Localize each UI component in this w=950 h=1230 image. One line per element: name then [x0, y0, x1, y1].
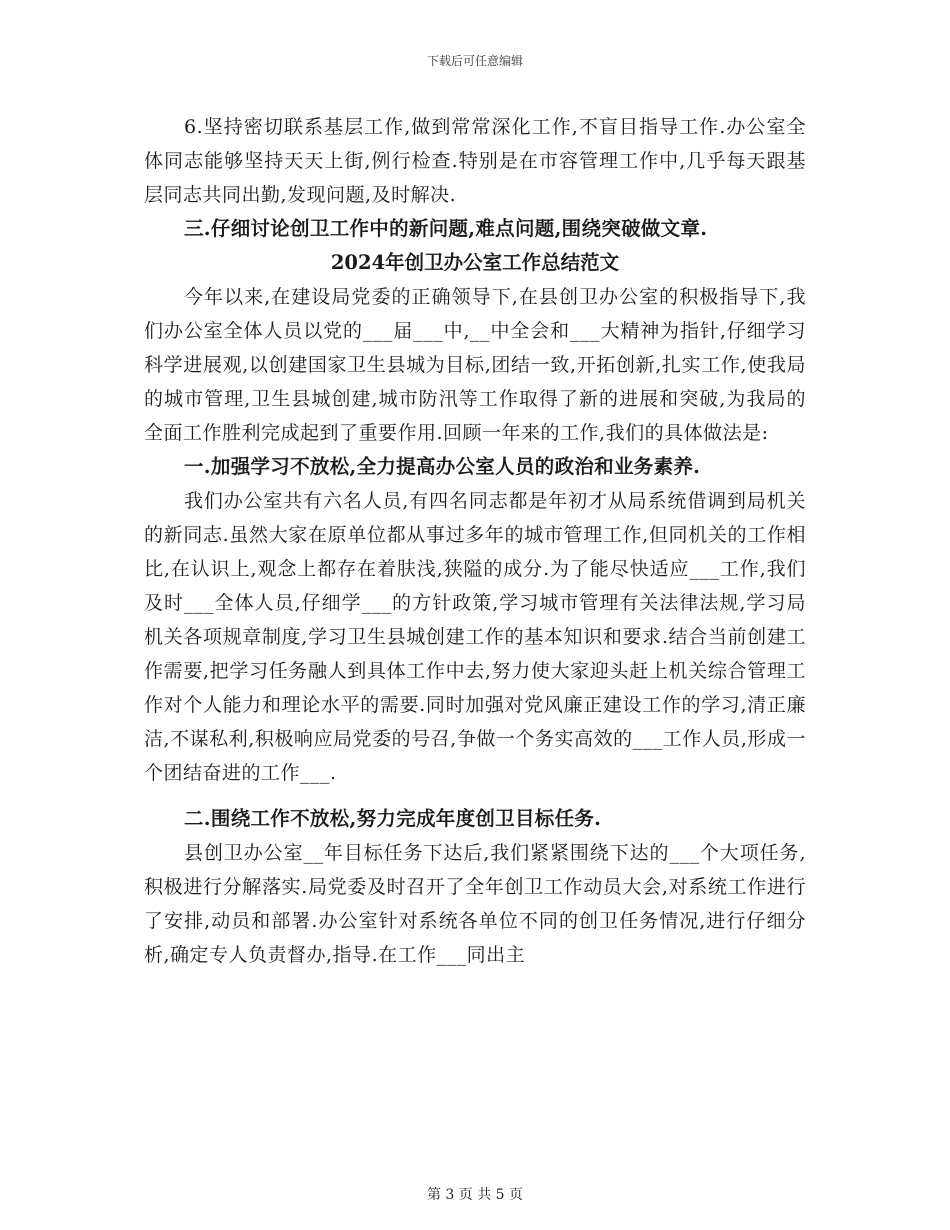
paragraph-gap [144, 790, 806, 802]
paragraph-study: 我们办公室共有六名人员,有四名同志都是年初才从局系统借调到局机关的新同志.虽然大家在原单位都从事过多年的城市管理工作,但同机关的工作相比,在认识上,观念上都存在着肤浅,狭隘的成分.为了能尽快适应___工作,我们及时___全体人员,仔细学___的方针政策,学习城市管理有关法律法规,学习局机关各项规章制度,学习卫生县城创建工作的基本知识和要求.结合当前创建工作需要,把学习任务融人到具体工作中去,努力使大家迎头赶上机关综合管理工作对个人能力和理论水平的需要.同时加强对党风廉正建设工作的学习,清正廉洁,不谋私利,积极响应局党委的号召,争做一个务实高效的___工作人员,形成一个团结奋进的工作___. [144, 490, 806, 784]
page-footer: 第 3 页 共 5 页 [426, 1187, 524, 1203]
page-header: 下载后可任意编辑 [426, 54, 523, 68]
paragraph-tasks: 县创卫办公室__年目标任务下达后,我们紧紧围绕下达的___个大项任务,积极进行分解落实.局党委及时召开了全年创卫工作动员大会,对系统工作进行了安排,动员和部署.办公室针对系统各单位不同的创卫任务情况,进行仔细分析,确定专人负责督办,指导.在工作___同出主 [144, 842, 806, 966]
document-body [144, 110, 806, 972]
document-title: 2024年创卫办公室工作总结范文 [330, 251, 620, 274]
paragraph-intro: 今年以来,在建设局党委的正确领导下,在县创卫办公室的积极指导下,我们办公室全体人员以党的___届___中,__中全会和___大精神为指针,仔细学习科学进展观,以创建国家卫生县城为目标,团结一致,开拓创新,扎实工作,使我局的城市管理,卫生县城创建,城市防汛等工作取得了新的进展和突破,为我局的全面工作胜利完成起到了重要作用.回顾一年来的工作,我们的具体做法是: [144, 286, 806, 444]
section-heading-1: 一.加强学习不放松,全力提高办公室人员的政治和业务素养. [184, 455, 701, 478]
paragraph-1: 6.坚持密切联系基层工作,做到常常深化工作,不盲目指导工作.办公室全体同志能够坚持天天上街,例行检查.特别是在市容管理工作中,几乎每天跟基层同志共同出勤,发现问题,及时解决. [144, 116, 806, 206]
section-heading-2: 二.围绕工作不放松,努力完成年度创卫目标任务. [184, 807, 602, 830]
section-heading-3: 三.仔细讨论创卫工作中的新问题,难点问题,围绕突破做文章. [184, 217, 708, 240]
